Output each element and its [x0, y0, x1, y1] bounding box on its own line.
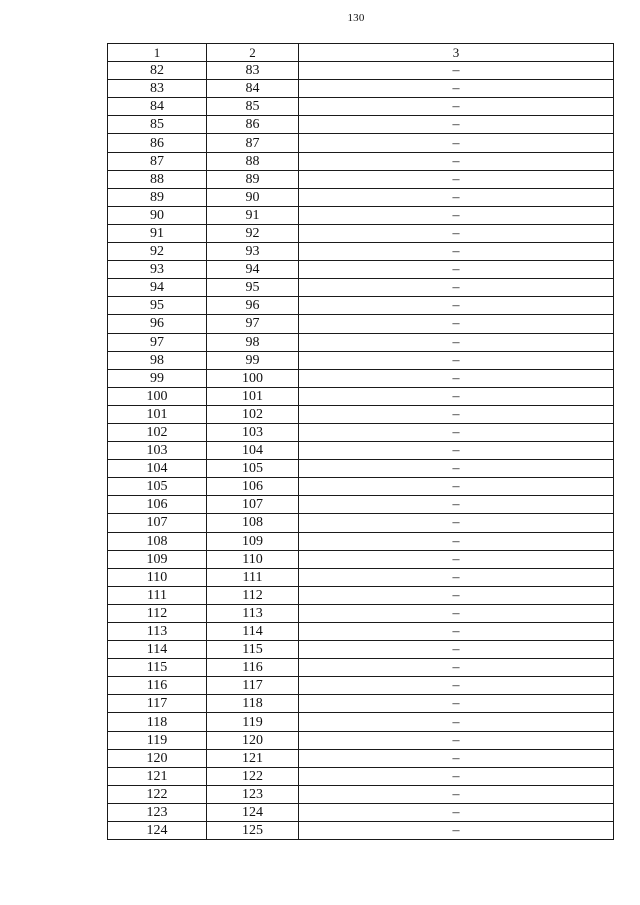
- table-row: [108, 80, 614, 98]
- table-cell-col-3: –: [299, 80, 614, 98]
- table-cell-col-1: 87: [108, 152, 207, 170]
- table-cell-col-2: 112: [207, 586, 299, 604]
- table-cell-col-1: 111: [108, 586, 207, 604]
- table-cell-col-2: 117: [207, 677, 299, 695]
- table-cell-col-1: 119: [108, 731, 207, 749]
- table-cell-col-1: 99: [108, 369, 207, 387]
- table-row: [108, 731, 614, 749]
- table-cell-col-2: 106: [207, 478, 299, 496]
- table-row: [108, 532, 614, 550]
- table-cell-col-1: 82: [108, 62, 207, 80]
- table-cell-col-3: –: [299, 767, 614, 785]
- table-cell-col-2: 108: [207, 514, 299, 532]
- table-cell-col-1: 103: [108, 442, 207, 460]
- table-row: [108, 604, 614, 622]
- table-row: [108, 387, 614, 405]
- table-cell-col-1: 94: [108, 279, 207, 297]
- table-cell-col-2: 91: [207, 206, 299, 224]
- column-header-2: 2: [207, 44, 299, 62]
- table-cell-col-1: 116: [108, 677, 207, 695]
- table-cell-col-2: 105: [207, 460, 299, 478]
- table-row: [108, 297, 614, 315]
- table-row: [108, 351, 614, 369]
- table-row: [108, 550, 614, 568]
- table-row: [108, 261, 614, 279]
- table-cell-col-1: 89: [108, 188, 207, 206]
- table-cell-col-1: 112: [108, 604, 207, 622]
- table-cell-col-2: 101: [207, 387, 299, 405]
- table-row: [108, 224, 614, 242]
- table-row: [108, 641, 614, 659]
- table-cell-col-3: –: [299, 423, 614, 441]
- table-cell-col-3: –: [299, 568, 614, 586]
- column-header-1: 1: [108, 44, 207, 62]
- table-cell-col-1: 110: [108, 568, 207, 586]
- table-cell-col-1: 104: [108, 460, 207, 478]
- table-cell-col-1: 118: [108, 713, 207, 731]
- table-cell-col-1: 113: [108, 623, 207, 641]
- table-cell-col-3: –: [299, 62, 614, 80]
- table-row: [108, 568, 614, 586]
- table-row: [108, 767, 614, 785]
- table-cell-col-3: –: [299, 261, 614, 279]
- table-cell-col-1: 121: [108, 767, 207, 785]
- table-row: [108, 586, 614, 604]
- table-row: [108, 803, 614, 821]
- table-cell-col-3: –: [299, 514, 614, 532]
- table-cell-col-3: –: [299, 134, 614, 152]
- table-cell-col-2: 104: [207, 442, 299, 460]
- table-cell-col-1: 105: [108, 478, 207, 496]
- table-cell-col-2: 102: [207, 405, 299, 423]
- table-row: [108, 749, 614, 767]
- table-cell-col-2: 90: [207, 188, 299, 206]
- table-cell-col-2: 115: [207, 641, 299, 659]
- table-cell-col-1: 84: [108, 98, 207, 116]
- table-cell-col-3: –: [299, 206, 614, 224]
- table-cell-col-3: –: [299, 98, 614, 116]
- table-cell-col-1: 106: [108, 496, 207, 514]
- table-cell-col-3: –: [299, 641, 614, 659]
- table-cell-col-1: 90: [108, 206, 207, 224]
- table-cell-col-2: 98: [207, 333, 299, 351]
- table-row: [108, 62, 614, 80]
- table-row: [108, 514, 614, 532]
- table-row: [108, 695, 614, 713]
- table-body: [108, 62, 614, 840]
- table-cell-col-3: –: [299, 695, 614, 713]
- table-row: [108, 315, 614, 333]
- table-cell-col-1: 123: [108, 803, 207, 821]
- table-cell-col-2: 110: [207, 550, 299, 568]
- table-cell-col-1: 91: [108, 224, 207, 242]
- table-cell-col-1: 83: [108, 80, 207, 98]
- table-row: [108, 496, 614, 514]
- table-header-row: [108, 44, 614, 62]
- table-cell-col-3: –: [299, 604, 614, 622]
- table-row: [108, 152, 614, 170]
- table-cell-col-3: –: [299, 749, 614, 767]
- table-row: [108, 713, 614, 731]
- table-cell-col-3: –: [299, 460, 614, 478]
- table-cell-col-1: 97: [108, 333, 207, 351]
- table-cell-col-2: 113: [207, 604, 299, 622]
- table-row: [108, 170, 614, 188]
- table-cell-col-2: 118: [207, 695, 299, 713]
- table-cell-col-3: –: [299, 532, 614, 550]
- table-cell-col-1: 86: [108, 134, 207, 152]
- table-cell-col-2: 103: [207, 423, 299, 441]
- table-cell-col-3: –: [299, 822, 614, 840]
- table-cell-col-2: 85: [207, 98, 299, 116]
- table-row: [108, 279, 614, 297]
- table-cell-col-3: –: [299, 297, 614, 315]
- table-cell-col-3: –: [299, 442, 614, 460]
- table-cell-col-2: 88: [207, 152, 299, 170]
- table-cell-col-3: –: [299, 188, 614, 206]
- table-cell-col-2: 89: [207, 170, 299, 188]
- table-cell-col-2: 99: [207, 351, 299, 369]
- table-cell-col-2: 95: [207, 279, 299, 297]
- table-cell-col-1: 96: [108, 315, 207, 333]
- table-cell-col-3: –: [299, 369, 614, 387]
- table-cell-col-2: 94: [207, 261, 299, 279]
- table-cell-col-1: 88: [108, 170, 207, 188]
- table-cell-col-3: –: [299, 713, 614, 731]
- table-row: [108, 423, 614, 441]
- table-cell-col-2: 100: [207, 369, 299, 387]
- table-cell-col-1: 101: [108, 405, 207, 423]
- table-cell-col-3: –: [299, 152, 614, 170]
- table-cell-col-3: –: [299, 405, 614, 423]
- column-header-3: 3: [299, 44, 614, 62]
- table-cell-col-2: 119: [207, 713, 299, 731]
- table-cell-col-3: –: [299, 785, 614, 803]
- table-row: [108, 677, 614, 695]
- table-cell-col-3: –: [299, 478, 614, 496]
- table-cell-col-3: –: [299, 550, 614, 568]
- table-cell-col-2: 109: [207, 532, 299, 550]
- table-row: [108, 243, 614, 261]
- table-cell-col-1: 92: [108, 243, 207, 261]
- table-row: [108, 460, 614, 478]
- table-cell-col-3: –: [299, 333, 614, 351]
- table-cell-col-2: 84: [207, 80, 299, 98]
- table-cell-col-2: 92: [207, 224, 299, 242]
- table-cell-col-2: 122: [207, 767, 299, 785]
- table-row: [108, 116, 614, 134]
- table-row: [108, 188, 614, 206]
- table-row: [108, 822, 614, 840]
- table-cell-col-1: 108: [108, 532, 207, 550]
- table-row: [108, 442, 614, 460]
- table-cell-col-3: –: [299, 496, 614, 514]
- table-cell-col-2: 93: [207, 243, 299, 261]
- table-cell-col-2: 97: [207, 315, 299, 333]
- table-cell-col-3: –: [299, 116, 614, 134]
- table-cell-col-2: 96: [207, 297, 299, 315]
- table-cell-col-3: –: [299, 351, 614, 369]
- table-cell-col-2: 120: [207, 731, 299, 749]
- table-cell-col-2: 111: [207, 568, 299, 586]
- table-cell-col-3: –: [299, 315, 614, 333]
- table-cell-col-2: 107: [207, 496, 299, 514]
- table-cell-col-2: 86: [207, 116, 299, 134]
- table-cell-col-1: 95: [108, 297, 207, 315]
- table-cell-col-2: 116: [207, 659, 299, 677]
- table-cell-col-1: 124: [108, 822, 207, 840]
- table-cell-col-1: 114: [108, 641, 207, 659]
- table-cell-col-1: 117: [108, 695, 207, 713]
- table-cell-col-1: 120: [108, 749, 207, 767]
- table-cell-col-1: 93: [108, 261, 207, 279]
- page-number: 130: [347, 12, 365, 24]
- table-cell-col-3: –: [299, 623, 614, 641]
- table-row: [108, 785, 614, 803]
- table-row: [108, 333, 614, 351]
- table-row: [108, 206, 614, 224]
- table-cell-col-3: –: [299, 731, 614, 749]
- table-cell-col-1: 107: [108, 514, 207, 532]
- table-row: [108, 134, 614, 152]
- table-cell-col-3: –: [299, 677, 614, 695]
- table-cell-col-3: –: [299, 224, 614, 242]
- table-cell-col-3: –: [299, 803, 614, 821]
- table-cell-col-3: –: [299, 387, 614, 405]
- table-cell-col-2: 121: [207, 749, 299, 767]
- table-cell-col-3: –: [299, 659, 614, 677]
- table-cell-col-1: 109: [108, 550, 207, 568]
- table-cell-col-3: –: [299, 243, 614, 261]
- table-cell-col-1: 115: [108, 659, 207, 677]
- table-cell-col-3: –: [299, 279, 614, 297]
- table-cell-col-1: 122: [108, 785, 207, 803]
- table-row: [108, 623, 614, 641]
- table-cell-col-2: 125: [207, 822, 299, 840]
- table-cell-col-1: 98: [108, 351, 207, 369]
- table-row: [108, 659, 614, 677]
- data-table-container: [107, 43, 613, 840]
- table-cell-col-2: 114: [207, 623, 299, 641]
- table-cell-col-2: 87: [207, 134, 299, 152]
- table-row: [108, 478, 614, 496]
- table-cell-col-1: 100: [108, 387, 207, 405]
- table-cell-col-1: 102: [108, 423, 207, 441]
- table-cell-col-2: 83: [207, 62, 299, 80]
- table-cell-col-1: 85: [108, 116, 207, 134]
- table-cell-col-2: 123: [207, 785, 299, 803]
- table-row: [108, 369, 614, 387]
- table-row: [108, 405, 614, 423]
- data-table: [107, 43, 614, 840]
- table-cell-col-3: –: [299, 170, 614, 188]
- table-cell-col-2: 124: [207, 803, 299, 821]
- table-row: [108, 98, 614, 116]
- table-cell-col-3: –: [299, 586, 614, 604]
